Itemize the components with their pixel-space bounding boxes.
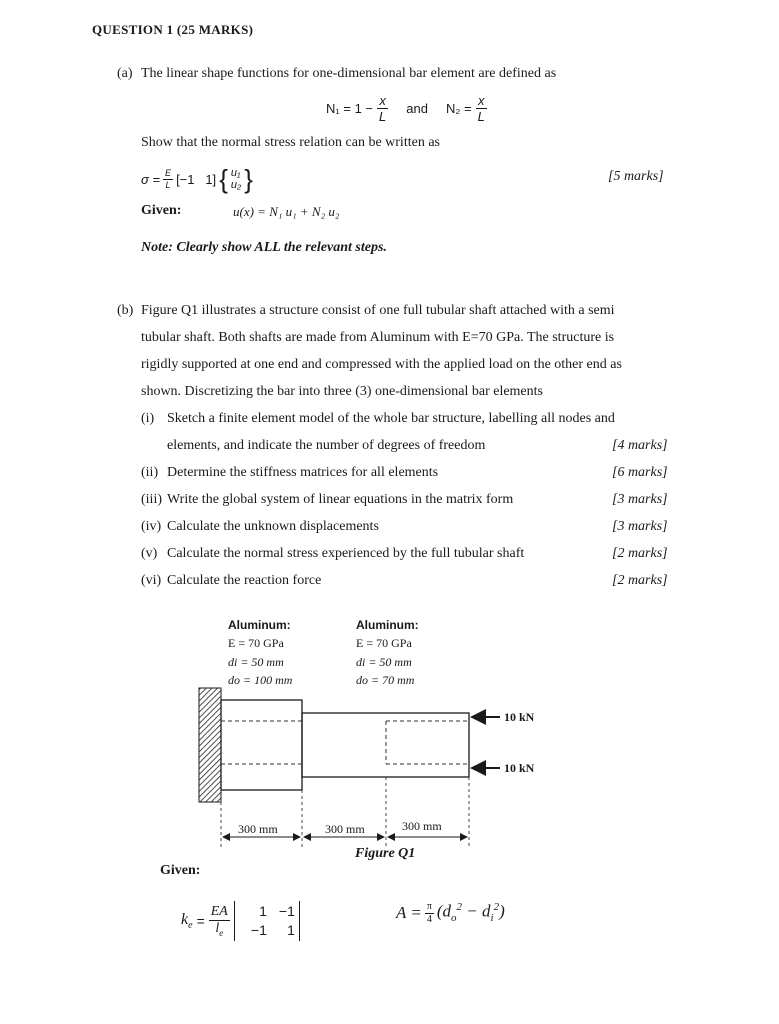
left-material-di: di = 50 mm [228, 655, 284, 669]
load-label-bottom: 10 kN [504, 761, 535, 775]
right-material-di: di = 50 mm [356, 655, 412, 669]
fraction-denominator [209, 921, 230, 938]
item-iv-num: (iv) [141, 519, 162, 534]
matrix-entry-11: 1 [259, 903, 267, 919]
area-minus: − d [462, 902, 491, 922]
part-b-para-line-2: tubular shaft. Both shafts are made from Aluminum with E=70 GPa. The structure is [141, 330, 615, 345]
part-a-label: (a) [117, 66, 133, 81]
question-title: QUESTION 1 (25 MARKS) [92, 22, 254, 37]
item-i-text-cont: elements, and indicate the number of degrees of freedom [167, 438, 486, 453]
di-squared: 2 [493, 901, 500, 914]
n1-lhs: N₁ = 1 − [326, 100, 374, 116]
dim-label-1: 300 mm [238, 822, 278, 836]
fixed-support-wall [199, 688, 221, 802]
part-b-para-line-1: Figure Q1 illustrates a structure consist of one full tubular shaft attached with a semi [141, 303, 615, 318]
full-tubular-shaft [221, 700, 302, 790]
ke-k: k [181, 910, 189, 928]
item-vi-num: (vi) [141, 573, 162, 588]
stiffness-matrix-formula [181, 896, 300, 946]
stiffness-matrix [234, 901, 300, 941]
left-material-do: do = 100 mm [228, 673, 293, 687]
item-v-marks: [2 marks] [612, 546, 668, 561]
dim-label-2: 300 mm [325, 822, 365, 836]
right-material-title: Aluminum: [356, 618, 419, 632]
sigma-lhs: σ = [141, 171, 161, 187]
item-v-text: Calculate the normal stress experienced by the full tubular shaft [167, 546, 525, 561]
given-label-b: Given: [160, 863, 201, 878]
matrix-entry-22: 1 [287, 922, 295, 938]
EA-over-le-fraction [209, 905, 230, 938]
dim-label-3: 300 mm [402, 819, 442, 833]
item-iii-num: (iii) [141, 492, 162, 507]
right-brace: } [244, 164, 253, 194]
do-subscript: o [451, 912, 457, 925]
area-formula [396, 898, 505, 928]
part-b-para-line-4: shown. Discretizing the bar into three (3) one-dimensional bar elements [141, 384, 543, 399]
given-expression-a: u(x) = N₁ u₁ + N₂ u₂ [233, 204, 340, 219]
u1-entry: u₁ [230, 167, 241, 179]
item-iv-text: Calculate the unknown displacements [167, 519, 379, 534]
area-close: ) [499, 902, 505, 922]
di-subscript: i [490, 912, 494, 925]
do-squared: 2 [456, 901, 463, 914]
left-material-title: Aluminum: [228, 618, 291, 632]
le-l: l [215, 920, 220, 936]
item-vi-text: Calculate the reaction force [167, 573, 322, 588]
right-material-E: E = 70 GPa [356, 636, 412, 650]
left-material-E: E = 70 GPa [228, 636, 284, 650]
show-statement: Show that the normal stress relation can be written as [141, 135, 440, 150]
part-a-intro: The linear shape functions for one-dimensional bar element are defined as [141, 66, 557, 81]
n2-lhs: N₂ = [445, 100, 472, 116]
item-iii-text: Write the global system of linear equations in the matrix form [167, 492, 514, 507]
fraction-numerator: π [426, 900, 432, 912]
ke-subscript: e [188, 920, 193, 932]
matrix-entry-12: −1 [278, 903, 295, 919]
fraction-denominator: 4 [426, 913, 432, 925]
fraction-numerator: x [377, 94, 388, 109]
equals-sign: = [196, 913, 205, 929]
matrix-entry-21: −1 [250, 922, 267, 938]
item-i-text: Sketch a finite element model of the whole bar structure, labelling all nodes and [167, 411, 615, 426]
ke-symbol [181, 911, 193, 931]
item-ii-marks: [6 marks] [612, 465, 668, 480]
item-ii-num: (ii) [141, 465, 159, 480]
area-expression [437, 901, 505, 924]
fraction-denominator: L [379, 108, 387, 124]
le-subscript: e [219, 927, 224, 938]
fraction-numerator: E [165, 167, 172, 178]
u2-entry: u₂ [230, 179, 242, 191]
pi-over-4-fraction [425, 902, 434, 925]
item-i-num: (i) [141, 411, 155, 426]
fraction-denominator: L [477, 108, 485, 124]
item-v-num: (v) [141, 546, 158, 561]
item-iii-marks: [3 marks] [612, 492, 668, 507]
part-a-marks: [5 marks] [608, 169, 664, 184]
left-brace: { [219, 164, 228, 194]
load-label-top: 10 kN [504, 710, 535, 724]
area-lhs: A = [396, 903, 422, 922]
item-i-marks: [4 marks] [612, 438, 668, 453]
fraction-numerator: EA [210, 903, 228, 919]
figure-caption: Figure Q1 [355, 846, 416, 861]
item-ii-text: Determine the stiffness matrices for all elements [167, 465, 439, 480]
row-vector: [−1 1] [176, 171, 217, 187]
item-vi-marks: [2 marks] [612, 573, 668, 588]
area-open: (d [436, 902, 452, 922]
part-b-label: (b) [117, 303, 134, 318]
fraction-denominator: L [165, 179, 171, 190]
note-text: Note: Clearly show ALL the relevant steps. [141, 240, 387, 255]
item-iv-marks: [3 marks] [612, 519, 668, 534]
and-word: and [406, 100, 428, 116]
fraction-numerator: x [476, 94, 487, 109]
right-material-do: do = 70 mm [356, 673, 415, 687]
part-b-para-line-3: rigidly supported at one end and compressed with the applied load on the other end as [141, 357, 622, 372]
given-label-a: Given: [141, 203, 182, 218]
